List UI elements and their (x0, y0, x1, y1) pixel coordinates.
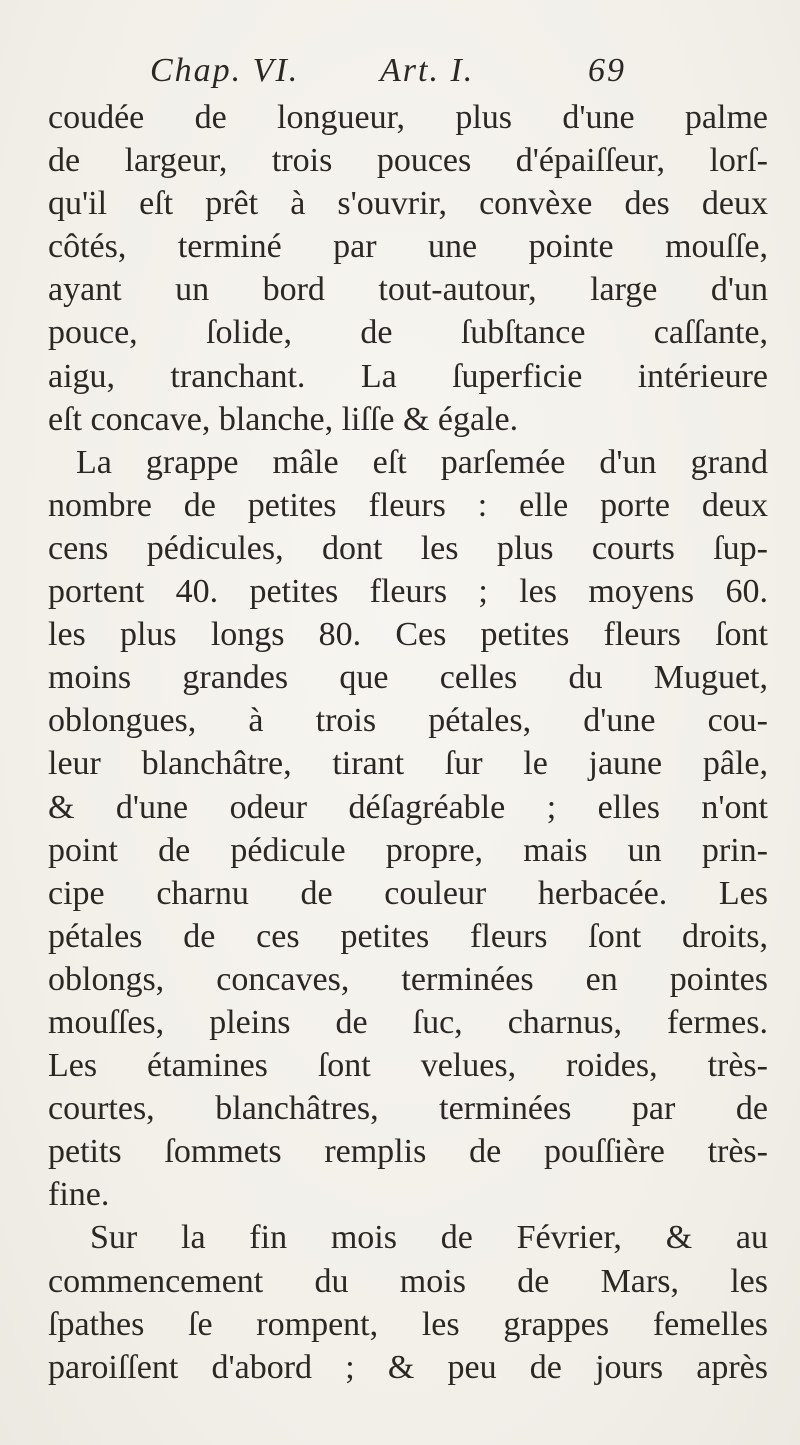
text-line: mouſſes, pleins de ſuc, charnus, fermes. (48, 1003, 768, 1041)
text-line: Sur la fin mois de Février, & au (90, 1219, 768, 1257)
text-line: courtes, blanchâtres, terminées par de (48, 1090, 768, 1128)
text-line: cens pédicules, dont les plus courts ſup- (48, 529, 768, 567)
text-line: portent 40. petites fleurs ; les moyens 60. (48, 573, 768, 611)
text-line: fine. (48, 1176, 110, 1214)
text-line: oblongs, concaves, terminées en pointes (48, 960, 768, 998)
text-line: côtés, terminé par une pointe mouſſe, (48, 228, 768, 266)
text-line: coudée de longueur, plus d'une palme (48, 99, 768, 136)
text-line: Les étamines ſont velues, roides, très- (48, 1047, 768, 1085)
text-line: les plus longs 80. Ces petites fleurs ſont (48, 616, 768, 654)
running-header (150, 52, 750, 96)
text-line: pétales de ces petites fleurs ſont droits, (48, 917, 768, 955)
text-line: La grappe mâle eſt parſemée d'un grand (76, 443, 768, 481)
text-line: oblongues, à trois pétales, d'une cou- (48, 702, 768, 740)
text-line: ayant un bord tout-autour, large d'un (48, 271, 768, 309)
text-line: qu'il eſt prêt à s'ouvrir, convèxe des deux (48, 185, 768, 223)
text-line: commencement du mois de Mars, les (48, 1262, 768, 1300)
page-number: 69 (588, 52, 626, 89)
text-line: & d'une odeur déſagréable ; elles n'ont (48, 788, 768, 826)
text-line: point de pédicule propre, mais un prin- (48, 831, 768, 869)
text-line: ſpathes ſe rompent, les grappes femelles (48, 1305, 768, 1343)
text-line: eſt concave, blanche, liſſe & égale. (48, 400, 519, 438)
text-line: cipe charnu de couleur herbacée. Les (48, 874, 768, 912)
text-line: pouce, ſolide, de ſubſtance caſſante, (48, 314, 768, 352)
body-text (48, 96, 768, 1389)
text-line: leur blanchâtre, tirant ſur le jaune pâle, (48, 745, 768, 783)
text-line: paroiſſent d'abord ; & peu de jours après (48, 1348, 768, 1386)
text-line: aigu, tranchant. La ſuperficie intérieure (48, 357, 768, 395)
running-head-chapter: Chap. VI. (150, 52, 300, 89)
text-line: nombre de petites fleurs : elle porte deux (48, 486, 768, 524)
running-head-article: Art. I. (380, 52, 475, 89)
text-line: moins grandes que celles du Muguet, (48, 659, 768, 697)
text-line: petits ſommets remplis de pouſſière très- (48, 1133, 768, 1171)
text-line: de largeur, trois pouces d'épaiſſeur, lorſ- (48, 142, 768, 180)
